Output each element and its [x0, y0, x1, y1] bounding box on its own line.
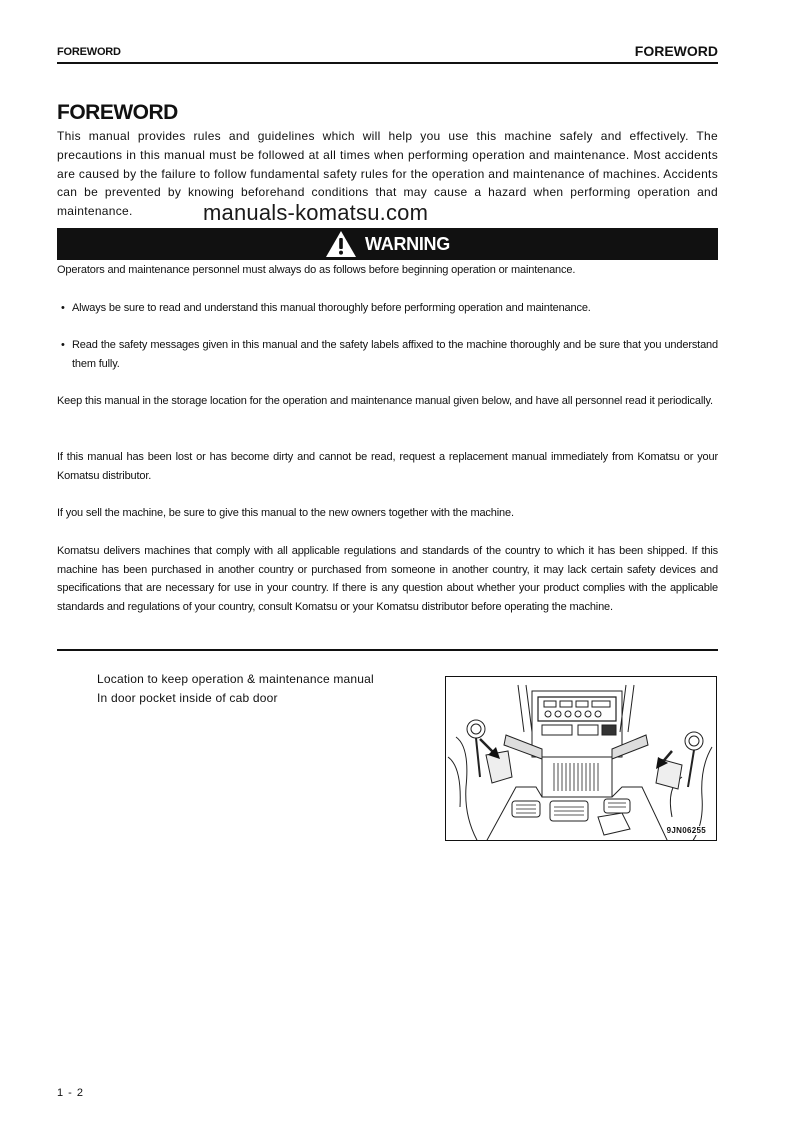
warning-banner	[57, 228, 718, 260]
paragraph-storage: Keep this manual in the storage location for the operation and maintenance manual given below, and have all personnel read it periodically.	[57, 395, 713, 407]
section-rule	[57, 649, 718, 651]
bullet-mark: •	[61, 339, 65, 351]
figure-code: 9JN06255	[666, 826, 706, 835]
running-header-left: FOREWORD	[57, 46, 121, 58]
warning-triangle-icon	[325, 230, 357, 258]
bullet-item	[61, 299, 718, 318]
page-title: FOREWORD	[57, 101, 178, 124]
intro-paragraph: This manual provides rules and guidelines which will help you use this machine safely and effectively. The precautions in this manual must be followed at all times when performing operation and maintenance. Most accidents are caused by the failure to follow fundamental safety rules for the operation and maintenance of machines. Accidents can be prevented by knowing beforehand conditions that may cause a hazard when performing operation and maintenance.	[57, 129, 718, 219]
bullet-text: Always be sure to read and understand this manual thoroughly before performing operation and maintenance.	[72, 302, 591, 314]
bullet-mark: •	[61, 302, 65, 314]
running-header-right: FOREWORD	[634, 43, 718, 59]
location-line-2: In door pocket inside of cab door	[97, 691, 278, 705]
paragraph-compliance: Komatsu delivers machines that comply with all applicable regulations and standards of the country to which it has been shipped. If this machine has been purchased in another country or purchased from someone in another country, it may lack certain safety devices and specifications that are necessary for use in your country. If there is any question about whether your product complies with the applicable standards and regulations of your country, consult Komatsu or your Komatsu distributor before operating the machine.	[57, 545, 718, 613]
watermark-text: manuals-komatsu.com	[203, 200, 429, 225]
warning-label: WARNING	[365, 233, 450, 254]
bullet-item	[61, 336, 718, 373]
header-rule	[57, 62, 718, 64]
cab-drawing	[446, 677, 717, 841]
page-number: 1 - 2	[57, 1087, 85, 1099]
location-line-1: Location to keep operation & maintenance manual	[97, 672, 374, 686]
paragraph-resale: If you sell the machine, be sure to give this manual to the new owners together with the machine.	[57, 507, 514, 519]
bullet-text: Read the safety messages given in this manual and the safety labels affixed to the machine thoroughly and be sure that you understand them fully.	[72, 339, 718, 370]
paragraph-replacement: If this manual has been lost or has become dirty and cannot be read, request a replacement manual immediately from Komatsu or your Komatsu distributor.	[57, 451, 718, 482]
manual-location-text	[97, 670, 374, 708]
warning-lead: Operators and maintenance personnel must always do as follows before beginning operation or maintenance.	[57, 264, 576, 276]
cab-interior-illustration	[445, 676, 717, 841]
